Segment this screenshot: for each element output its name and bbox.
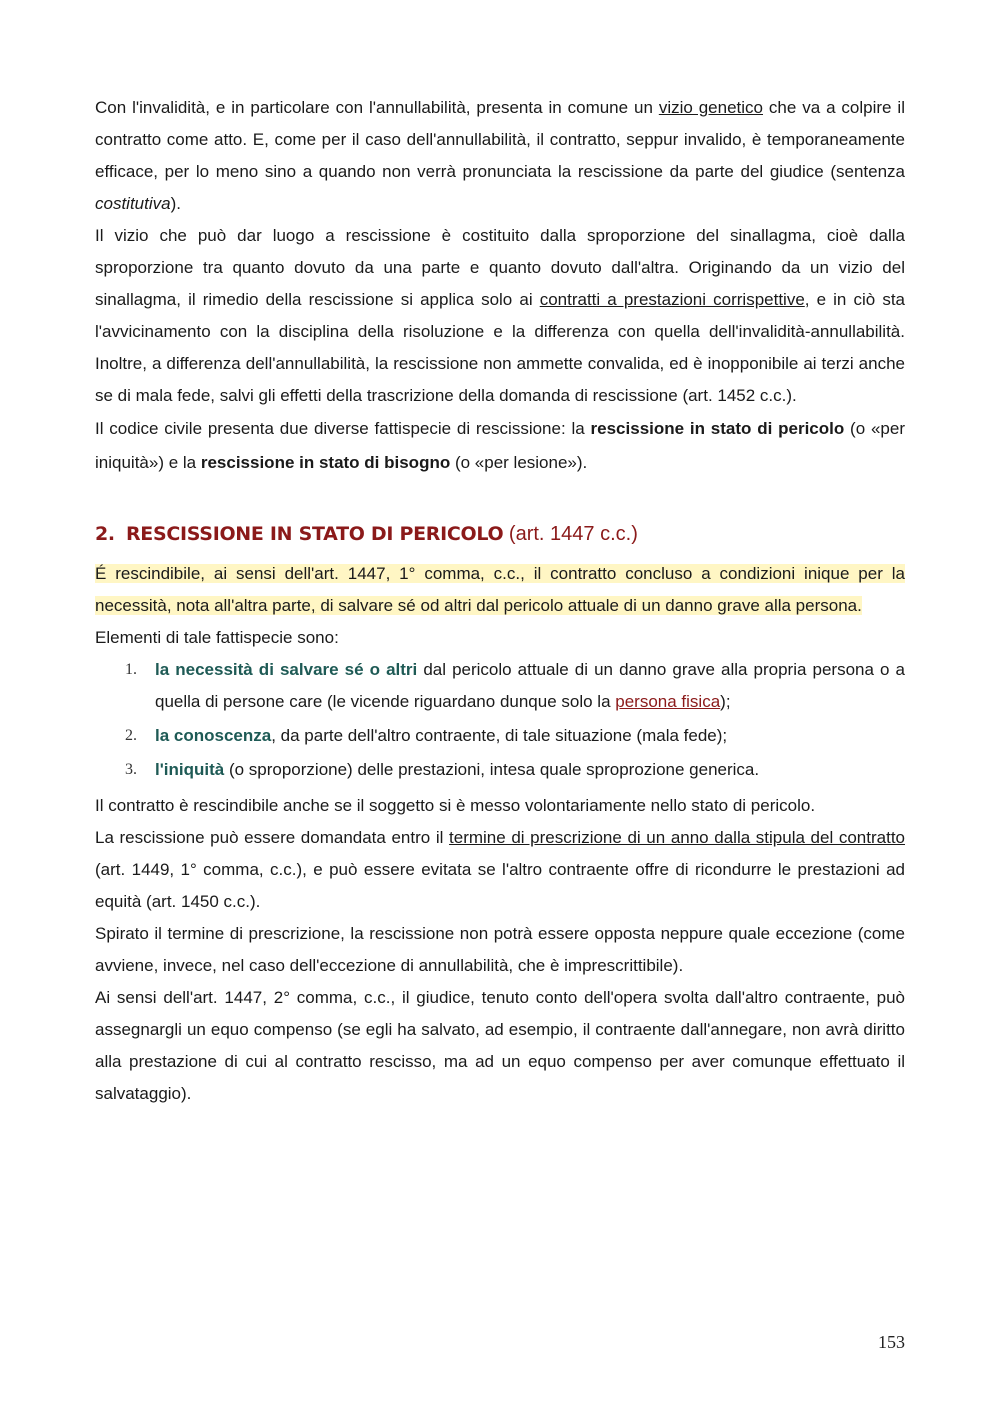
section-article-ref: (art. 1447 c.c.) xyxy=(503,523,638,545)
paragraph-prescription xyxy=(95,822,905,918)
list-item-term: la necessità di salvare sé o altri xyxy=(155,660,418,679)
text: ). xyxy=(170,194,181,213)
underlined-term: contratti a prestazioni corrispettive xyxy=(539,290,805,309)
paragraph-expired-term: Spirato il termine di prescrizione, la rescissione non potrà essere opposta neppure quale eccezione (come avviene, invece, nel caso dell'eccezione di annullabilità, che è imprescrittibile). xyxy=(95,924,905,975)
list-item xyxy=(95,754,905,786)
text: (o sproporzione) delle prestazioni, intesa quale sproprozione generica. xyxy=(224,760,760,779)
underlined-term: vizio genetico xyxy=(658,98,763,117)
paragraph-types xyxy=(95,412,905,480)
elements-list-wrapper xyxy=(95,654,905,786)
bold-term: rescissione in stato di pericolo xyxy=(590,419,845,438)
text: che va a colpire il contratto come atto. E, come per il caso dell'annullabilità, il contratto, seppur invalido, è temporaneamente efficace, per lo meno sino a quando non verrà pronunciata la rescissione da parte del giudice (sentenza xyxy=(95,98,905,181)
section-heading xyxy=(95,518,905,550)
paragraph-invalidity xyxy=(95,92,905,220)
highlighted-definition xyxy=(95,558,905,622)
text: Il codice civile presenta due diverse fattispecie di rescissione: la xyxy=(95,419,591,438)
elements-intro: Elementi di tale fattispecie sono: xyxy=(95,628,339,647)
text: (art. 1449, 1° comma, c.c.), e può essere evitata se l'altro contraente offre di ricondurre le prestazioni ad equità (art. 1450 c.c.). xyxy=(95,860,905,911)
section-title: RESCISSIONE IN STATO DI PERICOLO xyxy=(125,523,504,545)
document-page xyxy=(95,92,905,1110)
list-item-term: la conoscenza xyxy=(155,726,272,745)
list-marker: 1. xyxy=(125,661,137,678)
text: (o «per lesione»). xyxy=(450,453,588,472)
text: ); xyxy=(720,692,731,711)
text: (o «per iniquità») e la xyxy=(95,419,905,472)
text: , da parte dell'altro contraente, di tale situazione (mala fede); xyxy=(271,726,728,745)
text: di salvare sé od altri dal pericolo attuale di un danno grave alla persona. xyxy=(315,596,862,615)
list-marker: 2. xyxy=(125,727,137,744)
list-item xyxy=(95,720,905,752)
underlined-comma: , xyxy=(310,596,316,615)
section-number: 2. xyxy=(95,523,115,545)
highlight xyxy=(95,564,905,615)
paragraph-vice xyxy=(95,220,905,412)
italic-term: costitutiva xyxy=(95,194,171,213)
text: dal pericolo attuale di un danno grave alla propria persona o a quella di persone care (le vicende riguardano dunque solo la xyxy=(155,660,905,711)
list-item-term: l'iniquità xyxy=(155,760,225,779)
paragraph-voluntary: Il contratto è rescindibile anche se il soggetto si è messo volontariamente nello stato di pericolo. xyxy=(95,796,816,815)
list-marker: 3. xyxy=(125,761,137,778)
elements-list xyxy=(95,654,905,786)
text: La rescissione può essere domandata entro il xyxy=(95,828,450,847)
text: Il vizio che può dar luogo a rescissione è costituito dalla sproporzione del sinallagma, cioè dalla sproporzione tra quanto dovuto da una parte e quanto dovuto dall'altra. Originando da un vizio del sinallagma, il rimedio della rescissione si applica solo ai xyxy=(95,226,905,309)
bold-term: rescissione in stato di bisogno xyxy=(200,453,451,472)
page-number: 153 xyxy=(878,1332,905,1352)
paragraph-equitable-compensation: Ai sensi dell'art. 1447, 2° comma, c.c., il giudice, tenuto conto dell'opera svolta dall'altro contraente, può assegnargli un equo compenso (se egli ha salvato, ad esempio, il contraente dall'annegare, non avrà diritto alla prestazione di cui al contratto rescisso, ma ad un equo compenso per aver comunque effettuato il salvataggio). xyxy=(95,988,905,1103)
underlined-term: termine di prescrizione di un anno dalla stipula del contratto xyxy=(449,828,905,847)
text: É rescindibile, ai sensi dell'art. 1447, 1° comma, c.c., il contratto concluso a condizioni inique per la necessità, nota all'altra parte xyxy=(95,564,905,615)
text: Con l'invalidità, e in particolare con l'annullabilità, presenta in comune un xyxy=(95,98,659,117)
persona-fisica-link[interactable]: persona fisica xyxy=(615,692,721,711)
text: , e in ciò sta l'avvicinamento con la disciplina della risoluzione e la differenza con quella dell'invalidità-annullabilità. Inoltre, a differenza dell'annullabilità, la rescissione non ammette convalida, ed è inopponibile ai terzi anche se di mala fede, salvi gli effetti della trascrizione della domanda di rescissione (art. 1452 c.c.). xyxy=(95,290,905,405)
list-item xyxy=(95,654,905,718)
